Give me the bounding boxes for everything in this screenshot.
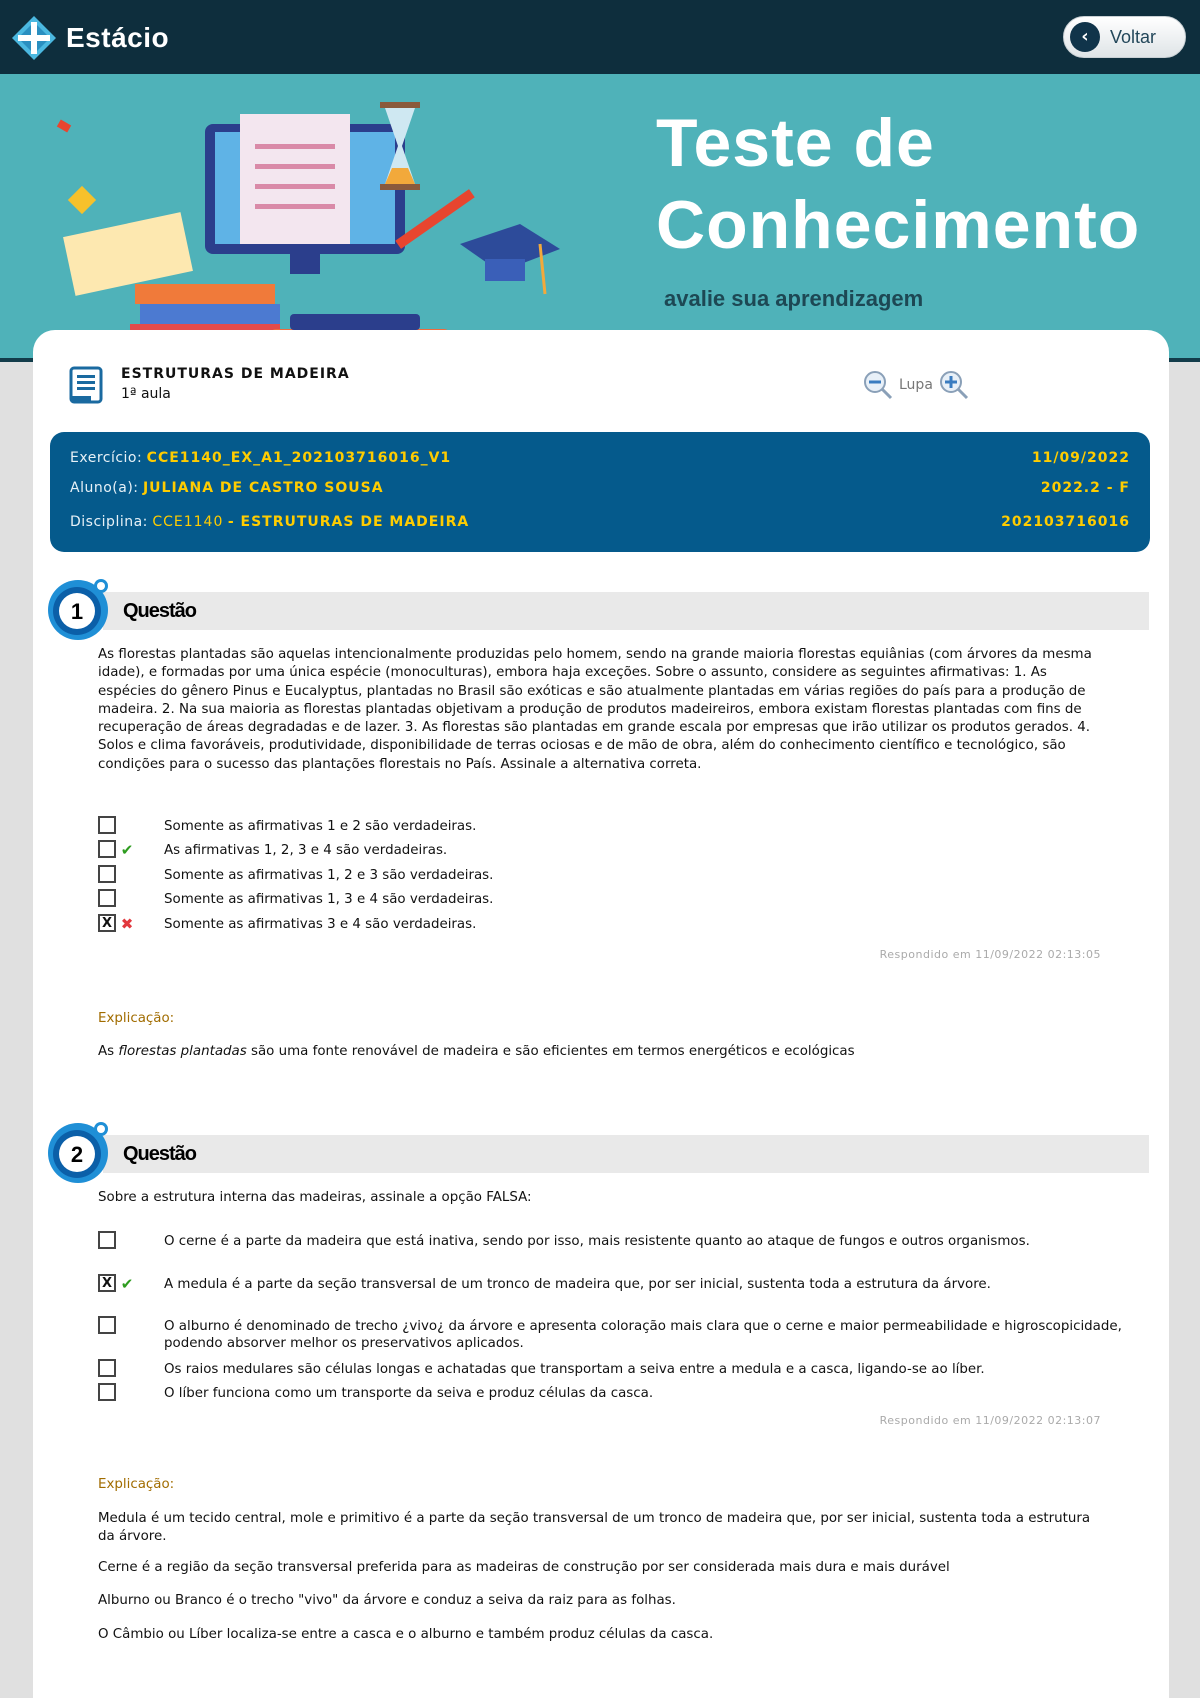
discipline-code: CCE1140 [152, 514, 224, 530]
option-text: Somente as afirmativas 1, 2 e 3 são verdadeiras. [164, 868, 494, 883]
question-2-header [43, 1131, 1149, 1171]
answered-timestamp: Respondido em 11/09/2022 02:13:07 [879, 1414, 1101, 1427]
question-2-option-5[interactable] [98, 1385, 1138, 1402]
correct-check-icon: ✔ [120, 1275, 134, 1293]
estacio-logo-icon [10, 14, 58, 62]
option-text: A medula é a parte da seção transversal de um tronco de madeira que, por ser inicial, sustenta toda a estrutura da árvore. [164, 1277, 991, 1292]
exercise-date: 11/09/2022 [1031, 450, 1130, 466]
brand-logo[interactable] [10, 14, 169, 62]
banner-title [656, 102, 1140, 266]
student-row [70, 480, 1130, 496]
zoom-in-icon[interactable] [939, 370, 969, 400]
option-mark-icon [116, 867, 138, 884]
answered-timestamp: Respondido em 11/09/2022 02:13:05 [879, 948, 1101, 961]
question-1-header [43, 588, 1149, 628]
study-illustration [40, 94, 600, 362]
question-1-explanation [98, 1043, 1098, 1061]
student-name: JULIANA DE CASTRO SOUSA [142, 480, 384, 496]
question-label: Questão [123, 1143, 197, 1165]
banner-subtitle: avalie sua aprendizagem [664, 286, 924, 311]
question-number: 1 [70, 599, 84, 624]
explanation-italic: florestas plantadas [118, 1044, 247, 1059]
wrong-x-icon: ✖ [120, 915, 134, 933]
option-mark-icon [116, 1318, 138, 1352]
book-icon [69, 366, 105, 406]
option-checkbox[interactable] [98, 1316, 116, 1334]
option-checkbox[interactable] [98, 865, 116, 883]
discipline-name: - ESTRUTURAS DE MADEIRA [227, 514, 470, 530]
option-checkbox[interactable]: X [98, 914, 116, 932]
chevron-left-icon: ‹ [1070, 22, 1100, 52]
option-mark-icon [116, 818, 138, 835]
course-header [69, 366, 350, 406]
option-text: O cerne é a parte da madeira que está inativa, sendo por isso, mais resistente quanto ao ataque de fungos e outros organismos. [164, 1234, 1030, 1249]
question-number-badge [43, 574, 113, 644]
option-mark-icon [116, 1233, 138, 1250]
explanation-heading: Explicação: [98, 1011, 175, 1026]
option-mark-icon [116, 1361, 138, 1378]
question-2-option-1[interactable] [98, 1233, 1138, 1250]
question-1-text: As florestas plantadas são aquelas intencionalmente produzidas pelo homem, sendo na grande maioria florestas equiânias (com árvores da mesma idade), e formadas por uma única espécie (monoculturas), embora haja exceções. Sobre o assunto, considere as seguintes afirmativas: 1. As espécies do gênero Pinus e Eucalyptus, plantadas no Brasil são exóticas e são atualmente plantadas em várias regiões do país para a produção de madeira. 2. Na sua maioria as florestas plantadas objetivam a produção de produtos madeireiros, embora existam florestas plantadas com fins de recuperação de áreas degradadas e de lazer. 3. As florestas são plantadas em grande escala por empresas que irão utilizar os produtos gerados. 4. Solos e clima favoráveis, produtividade, disponibilidade de terras ociosas e de mão de obra, além do conhecimento científico e tecnológico, são condições para o sucesso das plantações florestais no País. Assinale a alternativa correta. [98, 647, 1092, 772]
question-2-option-2[interactable] [98, 1276, 1138, 1293]
question-number: 2 [70, 1142, 84, 1167]
exercise-info-panel [50, 432, 1150, 552]
question-header-bar [103, 1135, 1149, 1173]
exercise-code: CCE1140_EX_A1_202103716016_V1 [146, 450, 452, 466]
question-1-option-1[interactable] [98, 818, 1138, 835]
question-2-text: Sobre a estrutura interna das madeiras, assinale a opção FALSA: [98, 1190, 532, 1205]
lesson-label: 1ª aula [121, 386, 171, 402]
option-text: As afirmativas 1, 2, 3 e 4 são verdadeiras. [164, 843, 448, 858]
explanation-heading: Explicação: [98, 1477, 175, 1492]
explanation-prefix: As [98, 1044, 119, 1059]
option-text: Somente as afirmativas 1 e 2 são verdadeiras. [164, 819, 477, 834]
zoom-label: Lupa [899, 377, 933, 393]
exercise-label: Exercício: [70, 450, 143, 466]
discipline-label: Disciplina: [70, 514, 148, 530]
banner-title-line2: Conhecimento [656, 187, 1141, 263]
option-checkbox[interactable] [98, 816, 116, 834]
hero-banner [0, 74, 1200, 362]
registration-number: 202103716016 [1001, 514, 1130, 530]
explanation-paragraph: Medula é um tecido central, mole e primitivo é a parte da seção transversal de um tronco de madeira que, por ser inicial, sustenta toda a estrutura da árvore. [98, 1511, 1091, 1545]
option-text: Os raios medulares são células longas e achatadas que transportam a seiva entre a medula e a casca, ligando-se ao líber. [164, 1362, 985, 1377]
question-1-option-2[interactable] [98, 842, 1138, 859]
brand-name: Estácio [66, 22, 170, 53]
question-1-option-3[interactable] [98, 867, 1138, 884]
question-label: Questão [123, 600, 197, 622]
correct-check-icon: ✔ [120, 841, 134, 859]
question-2-option-4[interactable] [98, 1361, 1138, 1378]
option-checkbox[interactable] [98, 1359, 116, 1377]
content-card [33, 330, 1169, 1698]
option-text: Somente as afirmativas 1, 3 e 4 são verdadeiras. [164, 892, 494, 907]
question-1-option-5[interactable] [98, 916, 1138, 933]
question-number-badge [43, 1117, 113, 1187]
explanation-rest: são uma fonte renovável de madeira e são eficientes em termos energéticos e ecológicas [246, 1044, 855, 1059]
discipline-row [70, 514, 1130, 530]
zoom-controls [863, 370, 969, 400]
student-label: Aluno(a): [70, 480, 139, 496]
exercise-row [70, 450, 1130, 466]
option-checkbox[interactable] [98, 1383, 116, 1401]
question-1-option-4[interactable] [98, 891, 1138, 908]
option-text: O líber funciona como um transporte da seiva e produz células da casca. [164, 1386, 654, 1401]
explanation-paragraph: O Câmbio ou Líber localiza-se entre a casca e o alburno e também produz células da casca. [98, 1627, 714, 1642]
option-mark-icon [116, 1385, 138, 1402]
explanation-paragraph: Alburno ou Branco é o trecho "vivo" da árvore e conduz a seiva da raiz para as folhas. [98, 1593, 676, 1608]
option-text: Somente as afirmativas 3 e 4 são verdadeiras. [164, 917, 477, 932]
back-button[interactable] [1063, 16, 1186, 58]
option-text: O alburno é denominado de trecho ¿vivo¿ da árvore e apresenta coloração mais clara que o cerne e maior permeabilidade e higroscopicidade, podendo absorver melhor os preservativos aplicados. [164, 1319, 1122, 1351]
option-checkbox[interactable] [98, 1231, 116, 1249]
term-value: 2022.2 - F [1040, 480, 1130, 496]
banner-title-line1: Teste de [656, 105, 935, 181]
course-title: ESTRUTURAS DE MADEIRA [121, 366, 350, 382]
back-button-label: Voltar [1110, 26, 1157, 47]
option-mark-icon [116, 891, 138, 908]
option-checkbox[interactable] [98, 889, 116, 907]
top-bar [0, 0, 1200, 74]
question-header-bar [103, 592, 1149, 630]
explanation-paragraph: Cerne é a região da seção transversal preferida para as madeiras de construção por ser considerada mais dura e mais durável [98, 1560, 950, 1575]
zoom-out-icon[interactable] [863, 370, 893, 400]
question-2-option-3[interactable] [98, 1318, 1138, 1352]
option-checkbox[interactable]: X [98, 1274, 116, 1292]
option-checkbox[interactable] [98, 840, 116, 858]
